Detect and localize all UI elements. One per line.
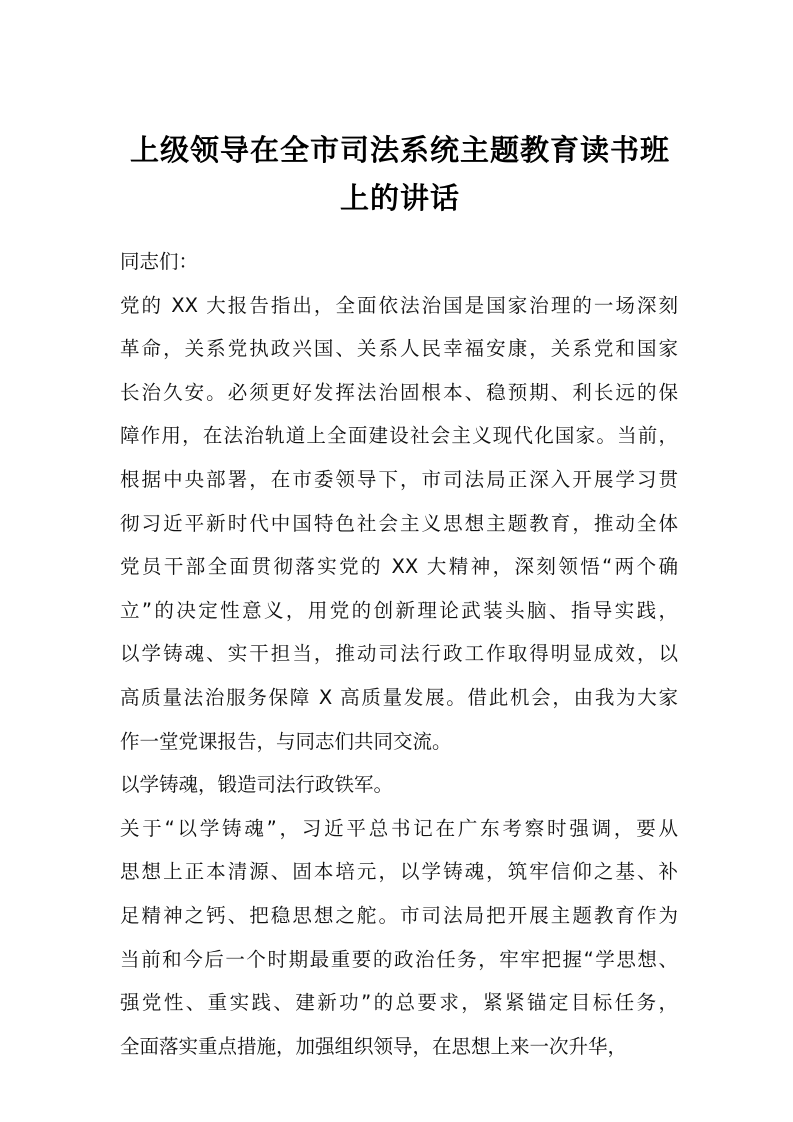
text-line: 高质量法治服务保障 X 高质量发展。借此机会，由我为大家 [120, 685, 678, 709]
text-line: 以学铸魂，锻造司法行政铁军。 [120, 773, 394, 797]
text-line: 长治久安。必须更好发挥法治固根本、稳预期、利长远的保 [120, 380, 678, 404]
text-line: 思想上正本清源、固本培元，以学铸魂，筑牢信仰之基、补 [120, 860, 678, 884]
text-line: 彻习近平新时代中国特色社会主义思想主题教育，推动全体 [120, 511, 678, 535]
paragraph [120, 769, 678, 813]
text-line: 关于“以学铸魂”，习近平总书记在广东考察时强调，要从 [120, 816, 678, 840]
text-line: 以学铸魂、实干担当，推动司法行政工作取得明显成效，以 [120, 642, 678, 666]
text-line: 革命，关系党执政兴国、关系人民幸福安康，关系党和国家 [120, 337, 678, 361]
text-line: 全面落实重点措施，加强组织领导，在思想上来一次升华， [120, 1034, 628, 1058]
paragraph [120, 290, 678, 770]
paragraph [120, 813, 678, 1075]
text-line: 党员干部全面贯彻落实党的 XX 大精神，深刻领悟“两个确 [120, 555, 678, 579]
text-line: 足精神之钙、把稳思想之舵。市司法局把开展主题教育作为 [120, 903, 678, 927]
text-line: 根据中央部署，在市委领导下，市司法局正深入开展学习贯 [120, 467, 678, 491]
text-line: 作一堂党课报告，与同志们共同交流。 [120, 729, 452, 753]
document-title-line-2: 上的讲话 [339, 181, 460, 215]
text-line: 党的 XX 大报告指出，全面依法治国是国家治理的一场深刻 [120, 293, 678, 317]
text-line: 障作用，在法治轨道上全面建设社会主义现代化国家。当前， [120, 424, 678, 448]
text-line: 当前和今后一个时期最重要的政治任务，牢牢把握“学思想、 [120, 947, 678, 971]
document-body [120, 246, 678, 1074]
document-title-line-1: 上级领导在全市司法系统主题教育读书班 [129, 133, 670, 167]
paragraph [120, 246, 678, 290]
text-line: 立”的决定性意义，用党的创新理论武装头脑、指导实践， [120, 598, 678, 622]
text-line: 同志们： [120, 250, 199, 273]
text-line: 强党性、重实践、建新功”的总要求，紧紧锚定目标任务， [120, 991, 678, 1015]
